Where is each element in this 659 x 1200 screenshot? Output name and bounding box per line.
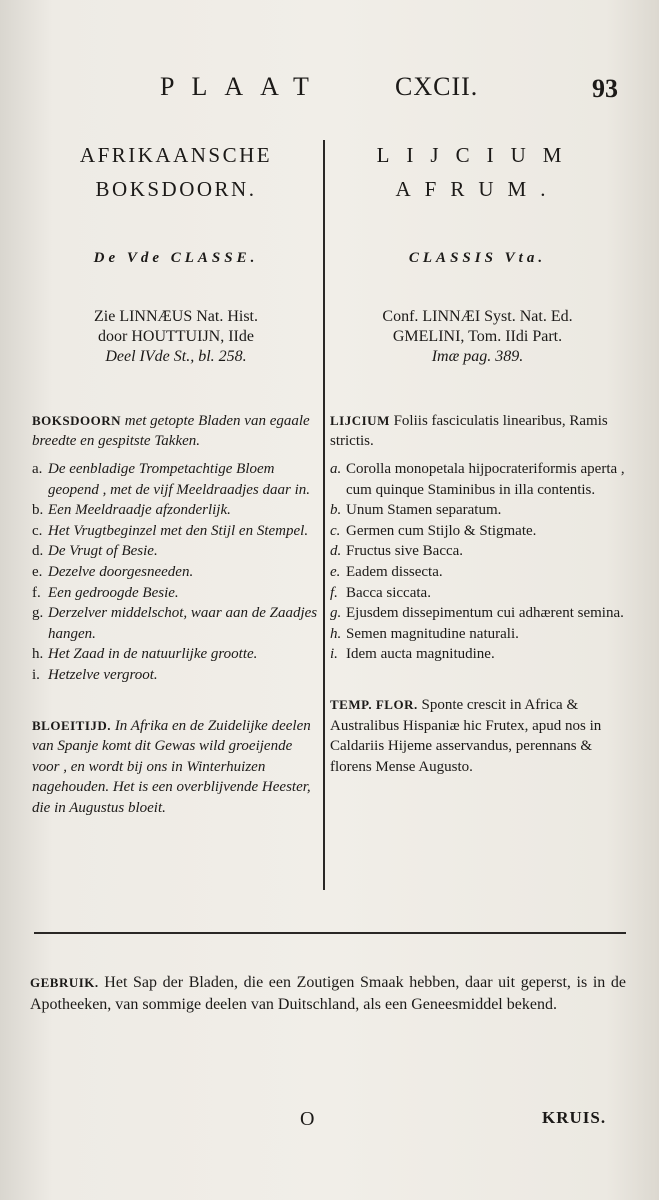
usage-lead: GEBRUIK. — [30, 975, 99, 990]
dutch-title-line-2: BOKSDOORN. — [95, 177, 257, 201]
list-item: a. Corolla monopetala hijpocrateriformis aperta , cum quinque Staminibus in illa contentis. — [330, 461, 625, 498]
latin-figure-list — [330, 459, 625, 665]
signature-mark: O — [300, 1108, 315, 1130]
dutch-description — [32, 411, 320, 451]
list-item: g. Ejusdem dissepimentum cui adhærent semina. — [330, 605, 624, 622]
latin-ref-line-3: Imæ pag. 389. — [431, 348, 524, 365]
latin-description — [330, 411, 625, 451]
list-item: b. Unum Stamen separatum. — [330, 502, 502, 519]
list-item: c. Het Vrugtbeginzel met den Stijl en Stempel. — [32, 522, 309, 539]
plate-number: CXCII. — [395, 72, 479, 101]
latin-classe: CLASSIS Vta. — [408, 250, 547, 266]
list-item: h. Het Zaad in de natuurlijke grootte. — [32, 646, 258, 663]
page-number: 93 — [592, 74, 618, 103]
latin-column — [330, 138, 625, 777]
list-item: f. Bacca siccata. — [330, 584, 431, 601]
list-item: c. Germen cum Stijlo & Stigmate. — [330, 522, 537, 539]
running-head — [0, 72, 659, 106]
list-item: a. De eenbladige Trompetachtige Bloem geopend , met de vijf Meeldraadjes daar in. — [32, 461, 311, 498]
latin-desc-text: Foliis fasciculatis linearibus, Ramis strictis. — [330, 413, 608, 449]
latin-title-line-2: AFRUM. — [395, 177, 560, 201]
latin-title-line-1: LIJCIUM — [376, 143, 579, 167]
dutch-reference — [32, 307, 320, 367]
list-item: h. Semen magnitudine naturali. — [330, 625, 519, 642]
list-item: d. Fructus sive Bacca. — [330, 543, 464, 560]
latin-ref-line-1: Conf. LINNÆI Syst. Nat. Ed. — [382, 308, 573, 325]
list-item: i. Hetzelve vergroot. — [32, 666, 158, 683]
list-item: e. Eadem dissecta. — [330, 563, 443, 580]
latin-flowering — [330, 695, 625, 777]
usage-paragraph — [30, 972, 626, 1016]
catchword: KRUIS. — [542, 1108, 607, 1127]
list-item: g. Derzelver middelschot, waar aan de Zaadjes hangen. — [32, 605, 318, 642]
dutch-flowering — [32, 716, 320, 819]
dutch-figure-list — [32, 459, 320, 686]
plaat-label: PLAAT — [160, 72, 326, 101]
dutch-flor-lead: BLOEITIJD. — [32, 717, 112, 733]
dutch-classe: De Vde CLASSE. — [93, 250, 259, 266]
dutch-title-line-1: AFRIKAANSCHE — [79, 143, 273, 167]
dutch-desc-text: met getopte Bladen van egaale breedte en gespitste Takken. — [32, 413, 310, 449]
list-item: b. Een Meeldraadje afzonderlijk. — [32, 502, 231, 519]
list-item: f. Een gedroogde Besie. — [32, 584, 179, 601]
dutch-ref-line-1: Zie LINNÆUS Nat. Hist. — [94, 308, 258, 325]
dutch-flor-text: In Afrika en de Zuidelijke deelen van Spanje komt dit Gewas wild groeijende voor , en wordt bij ons in Winterhuizen nagehouden. Het is een overblijvende Heester, die in Augustus bloeit. — [32, 717, 311, 816]
horizontal-rule — [34, 932, 626, 934]
usage-text: Het Sap der Bladen, die een Zoutigen Smaak hebben, daar uit geperst, is in de Apotheeken, van sommige deelen van Duitschland, als een Geneesmiddel bekend. — [30, 974, 626, 1013]
list-item: d. De Vrugt of Besie. — [32, 543, 158, 560]
dutch-column — [32, 138, 320, 819]
latin-ref-line-2: GMELINI, Tom. IIdi Part. — [392, 328, 563, 345]
dutch-ref-line-2: door HOUTTUIJN, IIde — [98, 328, 254, 345]
latin-flor-lead: TEMP. FLOR. — [330, 696, 418, 712]
latin-flor-text: Sponte crescit in Africa & Australibus Hispaniæ hic Frutex, apud nos in Caldariis Hijeme asservandus, perennans & florens Mense Augusto. — [330, 696, 602, 775]
latin-reference — [330, 307, 625, 367]
latin-desc-lead: LIJCIUM — [330, 413, 390, 428]
list-item: i. Idem aucta magnitudine. — [330, 646, 495, 663]
dutch-desc-lead: BOKSDOORN — [32, 413, 122, 428]
list-item: e. Dezelve doorgesneeden. — [32, 563, 194, 580]
column-divider — [323, 140, 325, 890]
dutch-ref-line-3: Deel IVde St., bl. 258. — [105, 348, 247, 365]
